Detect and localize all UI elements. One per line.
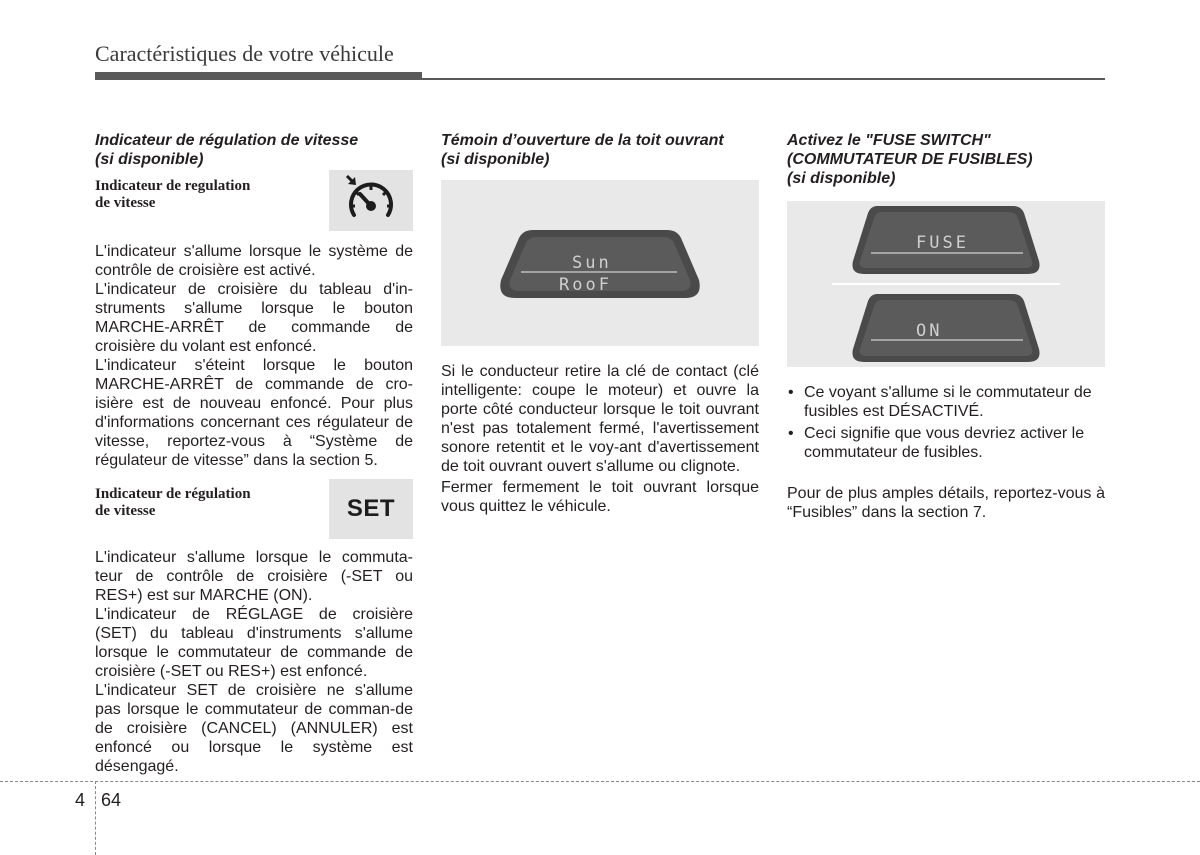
section-title-line: Témoin d’ouverture de la toit ouvrant [441, 132, 724, 149]
indicator-label [95, 178, 250, 212]
indicator-block-set [95, 484, 413, 548]
section-title-line: (COMMUTATEUR DE FUSIBLES) [787, 151, 1033, 168]
bullet-text: Ceci signifie que vous devriez activer le commutateur de fusibles. [804, 425, 1085, 461]
indicator-label-line: de vitesse [95, 195, 156, 211]
sunroof-display-illustration [441, 180, 759, 346]
section-title-line: Indicateur de régulation de vitesse [95, 132, 359, 149]
set-indicator-icon [329, 479, 413, 539]
sunroof-paragraph-1: Si le conducteur retire la clé de contact (clé intelligente: coupe le moteur) et ouvre la porte côté conducteur lorsque le toit ouvrant n'est pas totalement fermé, l'avertissement sonore retentit et le voy-ant d'avertissement de toit ouvrant ouvert s'allume ou clignote. [441, 363, 759, 475]
section-title-line: Activez le "FUSE SWITCH" [787, 132, 991, 149]
fuse-display-text: FUSE [916, 233, 969, 253]
cruise-speedometer-icon [329, 170, 413, 231]
set-paragraph-1: L'indicateur s'allume lorsque le commuta-teur de contrôle de croisière (-SET ou RES+) est sur MARCHE (ON). [95, 549, 413, 604]
fuse-switch-display-illustration [787, 201, 1105, 367]
right-column [787, 131, 1105, 522]
left-column [95, 131, 413, 776]
section-title-line: (si disponible) [787, 170, 896, 187]
set-paragraph-3: L'indicateur SET de croisière ne s'allume pas lorsque le commutateur de comman-de de croisière (CANCEL) (ANNULER) est enfoncé ou lorsque le système est désengagé. [95, 682, 413, 775]
set-indicator-text: SET [346, 495, 396, 522]
cruise-paragraph-2: L'indicateur de croisière du tableau d'in-struments s'allume lorsque le bouton MARCHE-ARRÊT de commande de croisière du volant est enfoncé. [95, 281, 413, 355]
fuse-paragraph: Pour de plus amples détails, reportez-vous à “Fusibles” dans la section 7. [787, 485, 1105, 521]
chapter-number: 4 [75, 790, 86, 810]
list-item [787, 383, 1105, 421]
on-display-text: ON [916, 321, 943, 341]
bullet-symbol: • [788, 384, 794, 401]
section-title-sunroof [441, 131, 759, 169]
indicator-label-line: Indicateur de regulation [95, 178, 251, 194]
section-title-line: (si disponible) [441, 151, 550, 168]
sunroof-display-line-1: Sun [572, 253, 612, 273]
bullet-text: Ce voyant s'allume si le commutateur de fusibles est DÉSACTIVÉ. [804, 384, 1092, 420]
bullet-symbol: • [788, 425, 794, 442]
sunroof-display-line-2: RooF [559, 275, 612, 295]
fuse-bullet-list [787, 383, 1105, 462]
sunroof-paragraph-2: Fermer fermement le toit ouvrant lorsque vous quittez le véhicule. [441, 479, 759, 515]
page-number: 64 [101, 790, 122, 810]
header-rule-thin [95, 78, 1105, 80]
indicator-label-line: de vitesse [95, 503, 156, 519]
indicator-block-cruise [95, 178, 413, 242]
middle-column [441, 131, 759, 516]
cruise-paragraph-3: L'indicateur s'éteint lorsque le bouton MARCHE-ARRÊT de commande de cro-isière est de nouveau enfoncé. Pour plus d'informations concernant ces régulateur de vitesse, reportez-vous à “Système de régulateur de vitesse” dans la section 5. [95, 357, 413, 469]
list-item [787, 424, 1105, 462]
section-title-fuse-switch [787, 131, 1105, 188]
section-title-line: (si disponible) [95, 151, 204, 168]
page-header-title: Caractéristiques de votre véhicule [95, 41, 394, 66]
cruise-paragraph-1: L'indicateur s'allume lorsque le système de contrôle de croisière est activé. [95, 243, 413, 279]
indicator-label-line: Indicateur de régulation [95, 486, 251, 502]
indicator-label [95, 486, 251, 520]
set-paragraph-2: L'indicateur de RÉGLAGE de croisière (SET) du tableau d'instruments s'allume lorsque le commutateur de commande de croisière (-SET ou RES+) est enfoncé. [95, 606, 413, 680]
footer-dashed-rule [0, 781, 1200, 782]
section-title-cruise [95, 131, 413, 169]
footer-dashed-divider [95, 781, 96, 855]
